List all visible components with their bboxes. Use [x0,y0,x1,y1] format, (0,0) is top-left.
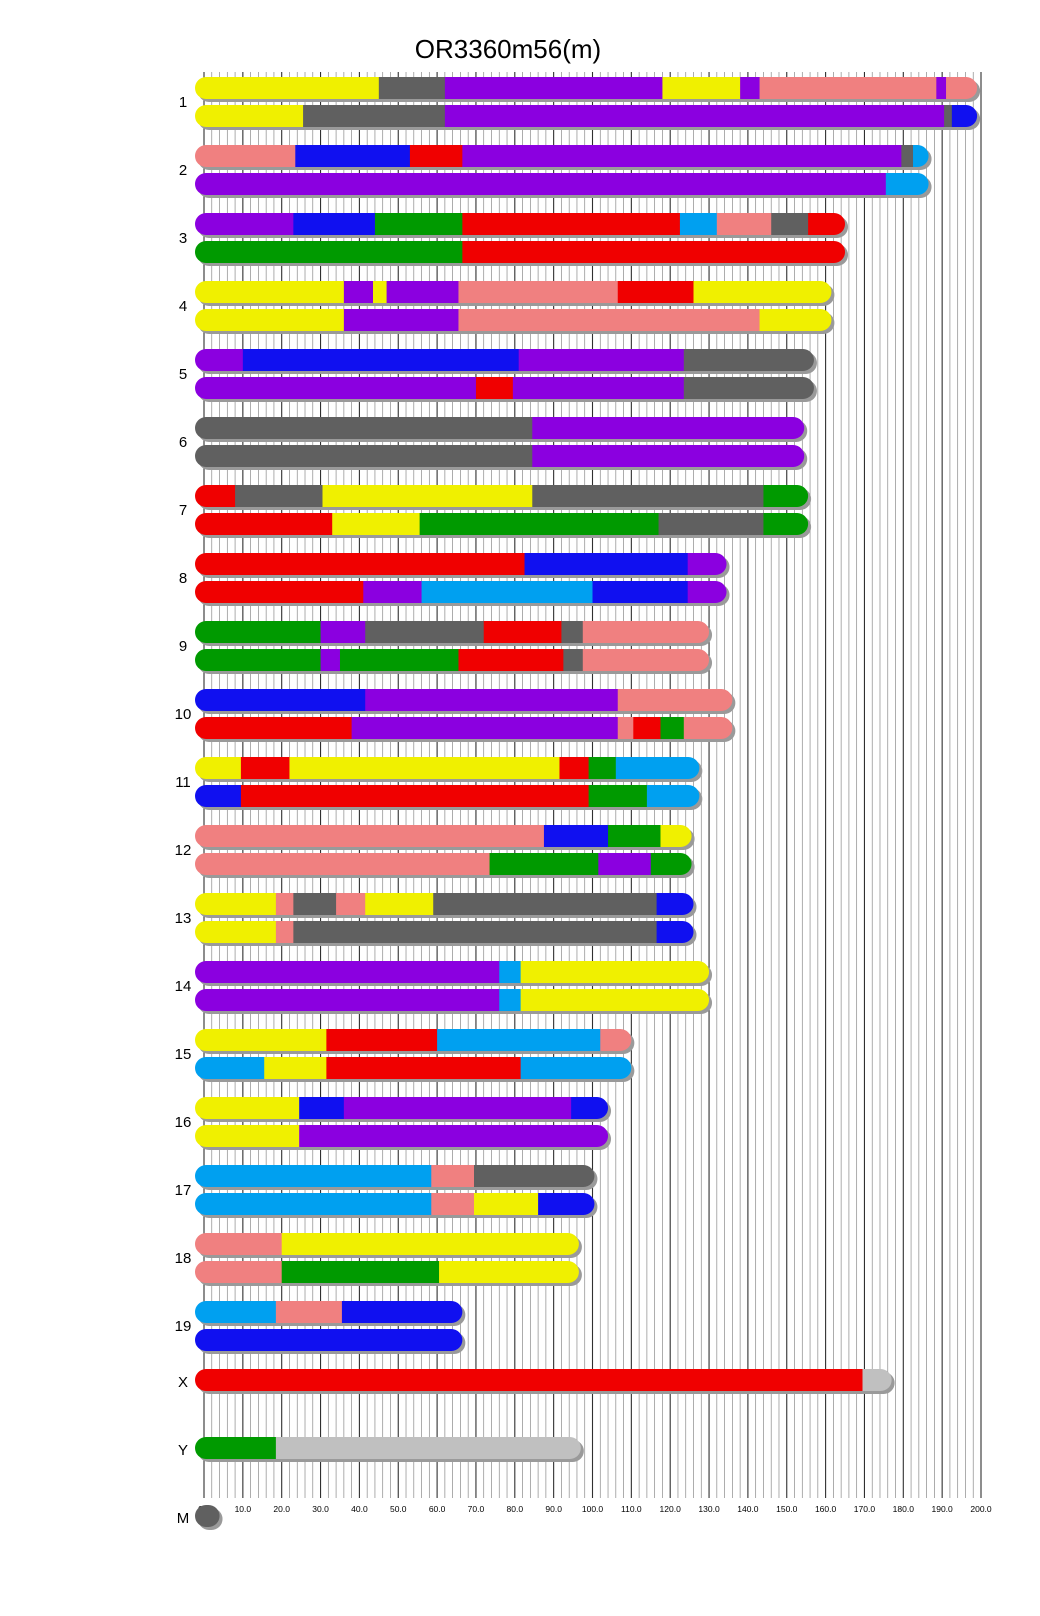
haplotype-bar [195,145,939,167]
chromosome-label: 16 [174,1114,192,1131]
x-tick-label: 180.0 [892,1504,914,1514]
haplotype-bar [195,1125,619,1147]
haplotype-segment [375,213,463,235]
x-axis-ticks [198,1504,992,1514]
haplotype-segment [321,649,341,671]
chromosome-label: 5 [178,366,188,383]
chromosome-label: 8 [178,570,188,587]
haplotype-segment [521,961,720,983]
chromosome-label: 10 [174,706,192,723]
chromosome-label: M [176,1510,190,1527]
haplotype-segment [326,1029,437,1051]
haplotype-segment [437,1029,601,1051]
haplotype-bar [195,1097,619,1119]
haplotype-segment [740,77,760,99]
haplotype-segment [608,825,661,847]
chromosome-label: 18 [174,1250,192,1267]
x-tick-label: 100.0 [581,1504,604,1514]
haplotype-segment [532,485,764,507]
haplotype-segment [944,105,952,127]
haplotype-segment [532,445,815,467]
haplotype-segment [195,689,366,711]
haplotype-segment [422,581,594,603]
haplotype-segment [295,145,410,167]
haplotype-segment [195,825,545,847]
haplotype-segment [633,717,661,739]
haplotype-segment [195,717,352,739]
haplotype-segment [593,581,689,603]
haplotype-segment [760,77,937,99]
x-tick-label: 110.0 [621,1504,642,1514]
haplotype-segment [458,649,563,671]
haplotype-segment [276,893,294,915]
haplotype-segment [694,281,843,303]
haplotype-segment [195,1125,300,1147]
chromosome-label: 4 [178,298,188,315]
haplotype-segment [410,145,463,167]
haplotype-segment [195,513,333,535]
haplotype-segment [352,717,619,739]
haplotype-bar [195,621,720,643]
haplotype-segment [289,757,560,779]
haplotype-bar [195,1193,605,1215]
haplotype-bar [195,1057,642,1079]
haplotype-segment [195,173,886,195]
haplotype-bar [195,377,825,399]
haplotype-segment [365,621,484,643]
haplotype-bar [195,1301,473,1323]
haplotype-segment [195,1029,327,1051]
haplotype-segment [680,213,718,235]
haplotype-segment [771,213,809,235]
haplotype-segment [195,1057,265,1079]
haplotype-segment [195,757,242,779]
haplotype-segment [195,1301,276,1323]
haplotype-segment [598,853,651,875]
haplotype-bar [195,309,842,331]
haplotype-bar [195,581,737,603]
haplotype-segment [618,717,634,739]
haplotype-bar [195,961,720,983]
haplotype-segment [195,349,243,371]
haplotype-bar [195,921,704,943]
haplotype-segment [195,213,294,235]
haplotype-segment [476,377,514,399]
haplotype-segment [458,281,618,303]
haplotype-bar [195,173,939,195]
haplotype-segment [462,213,680,235]
haplotype-bar [195,77,988,99]
haplotype-segment [662,77,740,99]
haplotype-segment [583,621,720,643]
x-tick-label: 30.0 [312,1504,329,1514]
haplotype-segment [431,1193,474,1215]
haplotype-segment [519,349,685,371]
haplotype-segment [387,281,459,303]
haplotype-bar [195,785,710,807]
haplotype-bar [195,649,720,671]
chromosome-label: 6 [178,434,188,451]
haplotype-segment [513,377,685,399]
haplotype-segment [195,1193,432,1215]
haplotype-segment [490,853,599,875]
haplotype-bar [195,281,842,303]
chromosome-label: 1 [178,94,188,111]
haplotype-segment [660,717,684,739]
haplotype-segment [243,349,519,371]
haplotype-segment [433,893,657,915]
haplotype-segment [264,1057,327,1079]
haplotype-segment [379,77,446,99]
haplotype-segment [365,689,618,711]
haplotype-segment [195,241,463,263]
haplotype-bar [195,825,702,847]
haplotype-segment [276,921,294,943]
x-tick-label: 20.0 [273,1504,290,1514]
haplotype-segment [936,77,946,99]
haplotype-segment [299,1097,344,1119]
haplotype-segment [195,785,242,807]
haplotype-segment [342,1301,473,1323]
haplotype-segment [684,349,825,371]
haplotype-segment [241,785,589,807]
x-tick-label: 200.0 [970,1504,992,1514]
haplotype-segment [195,581,364,603]
haplotype-segment [616,757,710,779]
haplotype-segment [195,1329,473,1351]
haplotype-segment [363,581,422,603]
haplotype-bar [195,485,819,507]
haplotype-segment [344,1097,572,1119]
haplotype-segment [525,553,689,575]
haplotype-bar [195,1329,473,1351]
chromosome-label: Y [177,1442,189,1459]
haplotype-segment [282,1261,440,1283]
haplotype-bar [195,1369,902,1391]
haplotype-bar [195,689,743,711]
haplotype-segment [195,377,477,399]
haplotype-segment [293,893,336,915]
haplotype-segment [299,1125,618,1147]
haplotype-segment [321,621,366,643]
x-tick-label: 50.0 [389,1504,407,1514]
haplotype-bar [195,105,988,127]
chromosome-label: 2 [178,162,188,179]
haplotype-segment [340,649,459,671]
haplotype-bar [195,213,856,235]
x-tick-label: 130.0 [698,1504,720,1514]
haplotype-segment [195,145,296,167]
haplotype-segment [521,1057,642,1079]
haplotype-bar [195,717,743,739]
haplotype-segment [293,921,657,943]
haplotype-segment [195,1261,282,1283]
haplotype-bar [195,1165,605,1187]
haplotype-bar [195,1233,590,1255]
haplotype-segment [195,649,321,671]
haplotype-segment [303,105,445,127]
haplotype-segment [462,241,855,263]
haplotype-segment [439,1261,589,1283]
haplotype-bar [195,241,856,263]
x-tick-label: 10.0 [234,1504,252,1514]
x-tick-label: 140.0 [737,1504,759,1514]
haplotype-segment [276,1437,592,1459]
haplotype-bar [195,989,720,1011]
haplotype-segment [431,1165,474,1187]
haplotype-bar [195,757,710,779]
chromosome-label: 7 [178,502,188,519]
haplotype-segment [462,145,902,167]
haplotype-segment [521,989,720,1011]
x-tick-label: 150.0 [776,1504,798,1514]
haplotype-segment [195,893,276,915]
haplotype-segment [561,621,583,643]
haplotype-segment [563,649,583,671]
haplotype-bar [195,417,815,439]
haplotype-segment [195,309,344,331]
haplotype-bar [195,853,702,875]
haplotype-segment [326,1057,521,1079]
haplotype-bar [195,513,819,535]
haplotype-segment [445,77,663,99]
haplotype-bar [195,1261,590,1283]
haplotype-segment [618,281,694,303]
haplotype-segment [559,757,589,779]
haplotype-segment [322,485,532,507]
haplotype-segment [684,377,825,399]
haplotype-segment [336,893,366,915]
haplotype-segment [195,989,500,1011]
haplotype-segment [241,757,290,779]
haplotype-segment [589,785,648,807]
chromosome-label: 14 [174,978,192,995]
haplotype-segment [445,105,945,127]
haplotype-segment [195,853,490,875]
haplotype-segment [195,1369,863,1391]
x-tick-label: 190.0 [931,1504,953,1514]
chromosome-label: 12 [174,842,192,859]
haplotype-segment [499,989,521,1011]
haplotype-segment [195,621,321,643]
haplotype-segment [195,1233,282,1255]
chromosome-label: 11 [175,774,191,791]
haplotype-segment [332,513,420,535]
haplotype-segment [195,445,533,467]
chromosome-label: 17 [174,1182,192,1199]
x-tick-label: 60.0 [428,1504,446,1514]
haplotype-segment [293,213,375,235]
haplotype-segment [195,281,344,303]
chart-title: OR3360m56(m) [414,34,602,64]
haplotype-segment [195,921,276,943]
haplotype-segment [235,485,323,507]
haplotype-segment [544,825,609,847]
haplotype-segment [195,1097,300,1119]
chromosome-label: 13 [174,910,192,927]
x-tick-label: 160.0 [814,1504,837,1514]
haplotype-segment [618,689,743,711]
haplotype-bar [195,1029,642,1051]
haplotype-segment [344,281,374,303]
haplotype-bar [195,1437,591,1459]
haplotype-segment [659,513,764,535]
haplotype-segment [195,1165,432,1187]
x-tick-label: 80.0 [506,1504,524,1514]
x-tick-label: 120.0 [659,1504,681,1514]
haplotype-segment [499,961,521,983]
haplotype-segment [195,961,500,983]
haplotype-segment [532,417,815,439]
chromosome-label: X [177,1374,189,1391]
haplotype-segment [484,621,562,643]
chromosome-label: 9 [178,638,188,655]
haplotype-segment [276,1301,343,1323]
haplotype-bar [195,445,815,467]
haplotype-segment [195,1437,276,1459]
haplotype-segment [365,893,434,915]
haplotype-segment [195,77,379,99]
haplotype-segment [195,417,533,439]
haplotype-segment [344,309,459,331]
haplotype-bar [195,893,704,915]
haplotype-segment [458,309,760,331]
haplotype-segment [420,513,660,535]
haplotype-segment [474,1165,605,1187]
haplotype-segment [589,757,617,779]
haplotype-segment [195,485,236,507]
x-tick-label: 170.0 [853,1504,876,1514]
chromosome-label: 15 [174,1046,192,1063]
haplotype-segment [195,553,525,575]
haplotype-segment [717,213,772,235]
haplotype-segment [901,145,913,167]
haplotype-segment [282,1233,590,1255]
haplotype-segment [195,105,304,127]
haplotype-bar [195,349,825,371]
haplotype-segment [583,649,720,671]
x-tick-label: 70.0 [467,1504,485,1514]
haplotype-segment [373,281,387,303]
haplotype-segment [474,1193,539,1215]
chromosome-label: 3 [178,230,188,247]
x-tick-label: 90.0 [545,1504,562,1514]
x-tick-label: 40.0 [351,1504,368,1514]
chromosome-label: 19 [174,1318,192,1335]
haplotype-bar [195,553,737,575]
